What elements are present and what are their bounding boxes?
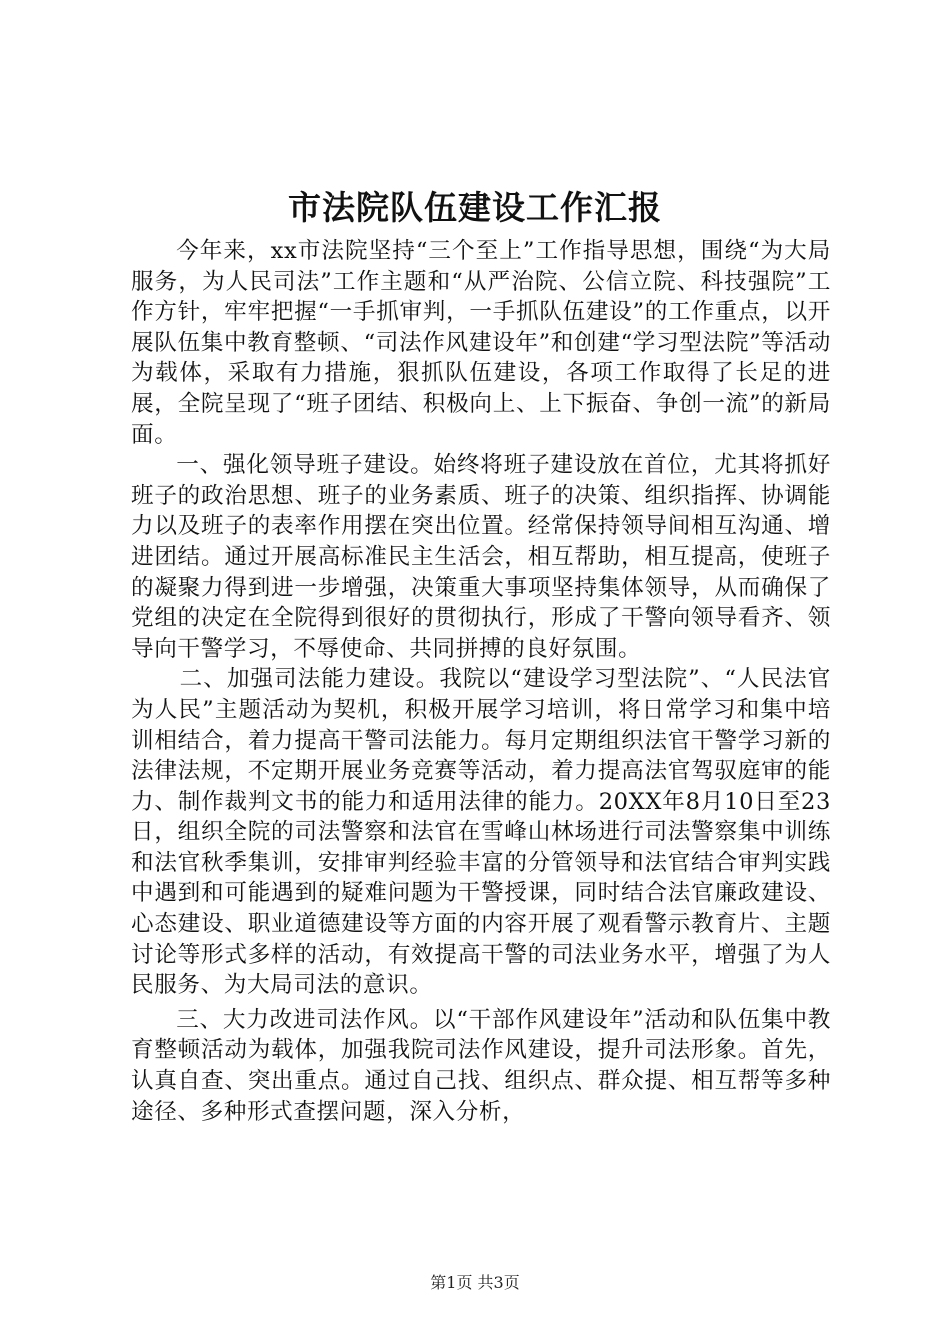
page-footer: 第1页 共3页 [430, 1273, 520, 1292]
paragraph-section-2: 二、加强司法能力建设。我院以“建设学习型法院”、“人民法官为人民”主题活动为契机，积极开展学习培训，将日常学习和集中培训相结合，着力提高干警司法能力。每月定期组织法官干警学习新的法律法规，不定期开展业务竞赛等活动，着力提高法官驾驭庭审的能力、制作裁判文书的能力和适用法律的能力。20XX年8月10日至23日，组织全院的司法警察和法官在雪峰山林场进行司法警察集中训练和法官秋季集训，安排审判经验丰富的分管领导和法官结合审判实践中遇到和可能遇到的疑难问题为干警授课，同时结合法官廉政建设、心态建设、职业道德建设等方面的内容开展了观看警示教育片、主题讨论等形式多样的活动，有效提高干警的司法业务水平，增强了为人民服务、为大局司法的意识。 [131, 666, 831, 999]
paragraph-section-3: 三、大力改进司法作风。以“干部作风建设年”活动和队伍集中教育整顿活动为载体，加强我院司法作风建设，提升司法形象。首先，认真自查、突出重点。通过自己找、组织点、群众提、相互帮等多种途径、多种形式查摆问题，深入分析， [131, 1006, 831, 1125]
document-body [131, 236, 831, 1127]
paragraph-section-1: 一、强化领导班子建设。始终将班子建设放在首位，尤其将抓好班子的政治思想、班子的业务素质、班子的决策、组织指挥、协调能力以及班子的表率作用摆在突出位置。经常保持领导间相互沟通、增进团结。通过开展高标准民主生活会，相互帮助，相互提高，使班子的凝聚力得到进一步增强，决策重大事项坚持集体领导，从而确保了党组的决定在全院得到很好的贯彻执行，形成了干警向领导看齐、领导向干警学习，不辱使命、共同拼搏的良好氛围。 [131, 452, 831, 662]
paragraph-intro: 今年来，xx市法院坚持“三个至上”工作指导思想，围绕“为大局服务，为人民司法”工作主题和“从严治院、公信立院、科技强院”工作方针，牢牢把握“一手抓审判，一手抓队伍建设”的工作重点，以开展队伍集中教育整顿、“司法作风建设年”和创建“学习型法院”等活动为载体，采取有力措施，狠抓队伍建设，各项工作取得了长足的进展，全院呈现了“班子团结、积极向上、上下振奋、争创一流”的新局面。 [131, 238, 831, 448]
document-title: 市法院队伍建设工作汇报 [288, 188, 662, 227]
